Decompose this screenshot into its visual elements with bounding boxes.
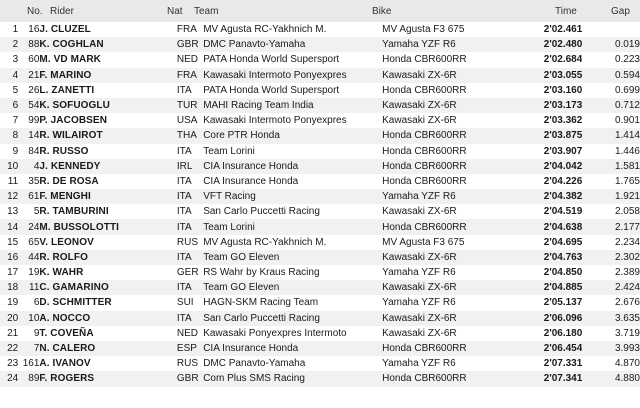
table-row xyxy=(0,280,640,295)
cell-no: 4 xyxy=(18,159,39,174)
cell-pos: 14 xyxy=(0,219,18,234)
table-row xyxy=(0,204,640,219)
table-row xyxy=(0,68,640,83)
cell-time: 2'02.480 xyxy=(510,37,583,52)
cell-team: CIA Insurance Honda xyxy=(203,341,382,356)
cell-bike: Kawasaki ZX-6R xyxy=(382,326,509,341)
cell-gap: 2.389 xyxy=(582,265,640,280)
cell-no: 35 xyxy=(18,174,39,189)
cell-no: 99 xyxy=(18,113,39,128)
cell-gap: 4.870 xyxy=(582,356,640,371)
cell-no: 24 xyxy=(18,219,39,234)
cell-bike: Kawasaki ZX-6R xyxy=(382,113,509,128)
cell-nat: ITA xyxy=(177,83,203,98)
cell-rider: R. ROLFO xyxy=(39,250,177,265)
cell-nat: TUR xyxy=(177,98,203,113)
cell-team: San Carlo Puccetti Racing xyxy=(203,204,382,219)
cell-bike: Honda CBR600RR xyxy=(382,128,509,143)
cell-gap: 0.699 xyxy=(582,83,640,98)
header-time: Time xyxy=(555,6,577,17)
cell-time: 2'04.226 xyxy=(510,174,583,189)
cell-gap: 1.921 xyxy=(582,189,640,204)
cell-team: Team GO Eleven xyxy=(203,250,382,265)
cell-gap: 0.901 xyxy=(582,113,640,128)
table-row xyxy=(0,128,640,143)
cell-nat: ITA xyxy=(177,189,203,204)
cell-time: 2'04.519 xyxy=(510,204,583,219)
cell-rider: T. COVEÑA xyxy=(39,326,177,341)
cell-pos: 21 xyxy=(0,326,18,341)
cell-rider: V. LEONOV xyxy=(39,235,177,250)
cell-rider: J. CLUZEL xyxy=(39,22,177,37)
cell-pos: 20 xyxy=(0,311,18,326)
cell-nat: ITA xyxy=(177,204,203,219)
table-row xyxy=(0,356,640,371)
cell-bike: Honda CBR600RR xyxy=(382,341,509,356)
cell-pos: 10 xyxy=(0,159,18,174)
cell-team: Kawasaki Ponyexpres Intermoto xyxy=(203,326,382,341)
cell-bike: Kawasaki ZX-6R xyxy=(382,98,509,113)
cell-bike: Kawasaki ZX-6R xyxy=(382,311,509,326)
cell-time: 2'03.907 xyxy=(510,144,583,159)
cell-bike: Honda CBR600RR xyxy=(382,174,509,189)
cell-team: CIA Insurance Honda xyxy=(203,174,382,189)
cell-no: 21 xyxy=(18,68,39,83)
cell-gap xyxy=(582,22,640,37)
cell-nat: ITA xyxy=(177,280,203,295)
cell-gap: 2.177 xyxy=(582,219,640,234)
table-row xyxy=(0,326,640,341)
table-row xyxy=(0,159,640,174)
cell-gap: 3.719 xyxy=(582,326,640,341)
cell-no: 14 xyxy=(18,128,39,143)
table-row xyxy=(0,341,640,356)
cell-no: 65 xyxy=(18,235,39,250)
cell-rider: J. KENNEDY xyxy=(39,159,177,174)
cell-nat: ITA xyxy=(177,250,203,265)
cell-rider: R. TAMBURINI xyxy=(39,204,177,219)
cell-team: RS Wahr by Kraus Racing xyxy=(203,265,382,280)
table-row xyxy=(0,174,640,189)
cell-time: 2'03.362 xyxy=(510,113,583,128)
table-row xyxy=(0,83,640,98)
cell-nat: FRA xyxy=(177,68,203,83)
cell-rider: K. COGHLAN xyxy=(39,37,177,52)
cell-pos: 11 xyxy=(0,174,18,189)
table-row xyxy=(0,295,640,310)
cell-team: MV Agusta RC-Yakhnich M. xyxy=(203,235,382,250)
cell-rider: L. ZANETTI xyxy=(39,83,177,98)
cell-no: 11 xyxy=(18,280,39,295)
cell-bike: Honda CBR600RR xyxy=(382,52,509,67)
cell-gap: 2.424 xyxy=(582,280,640,295)
cell-nat: ITA xyxy=(177,144,203,159)
table-row xyxy=(0,144,640,159)
cell-team: Team GO Eleven xyxy=(203,280,382,295)
cell-bike: Yamaha YZF R6 xyxy=(382,37,509,52)
table-row xyxy=(0,219,640,234)
cell-gap: 0.594 xyxy=(582,68,640,83)
results-table xyxy=(0,22,640,387)
cell-nat: GBR xyxy=(177,371,203,386)
cell-time: 2'06.454 xyxy=(510,341,583,356)
cell-pos: 5 xyxy=(0,83,18,98)
cell-bike: Kawasaki ZX-6R xyxy=(382,204,509,219)
cell-team: Team Lorini xyxy=(203,144,382,159)
cell-nat: SUI xyxy=(177,295,203,310)
cell-pos: 17 xyxy=(0,265,18,280)
cell-nat: THA xyxy=(177,128,203,143)
cell-pos: 4 xyxy=(0,68,18,83)
cell-no: 161 xyxy=(18,356,39,371)
cell-pos: 1 xyxy=(0,22,18,37)
cell-rider: A. IVANOV xyxy=(39,356,177,371)
cell-gap: 0.223 xyxy=(582,52,640,67)
cell-bike: Kawasaki ZX-6R xyxy=(382,68,509,83)
cell-gap: 1.581 xyxy=(582,159,640,174)
cell-pos: 3 xyxy=(0,52,18,67)
cell-team: MV Agusta RC-Yakhnich M. xyxy=(203,22,382,37)
cell-pos: 12 xyxy=(0,189,18,204)
cell-bike: Honda CBR600RR xyxy=(382,159,509,174)
cell-time: 2'03.875 xyxy=(510,128,583,143)
cell-no: 44 xyxy=(18,250,39,265)
cell-gap: 1.765 xyxy=(582,174,640,189)
cell-pos: 23 xyxy=(0,356,18,371)
cell-nat: NED xyxy=(177,52,203,67)
cell-rider: F. MENGHI xyxy=(39,189,177,204)
cell-time: 2'03.173 xyxy=(510,98,583,113)
cell-nat: GBR xyxy=(177,37,203,52)
cell-rider: N. CALERO xyxy=(39,341,177,356)
cell-time: 2'02.684 xyxy=(510,52,583,67)
table-row xyxy=(0,311,640,326)
cell-rider: K. SOFUOGLU xyxy=(39,98,177,113)
cell-bike: Honda CBR600RR xyxy=(382,371,509,386)
cell-gap: 2.676 xyxy=(582,295,640,310)
cell-time: 2'04.695 xyxy=(510,235,583,250)
cell-team: Core PTR Honda xyxy=(203,128,382,143)
cell-no: 19 xyxy=(18,265,39,280)
cell-no: 54 xyxy=(18,98,39,113)
cell-gap: 2.302 xyxy=(582,250,640,265)
header-team: Team xyxy=(194,6,219,17)
cell-pos: 22 xyxy=(0,341,18,356)
cell-team: HAGN-SKM Racing Team xyxy=(203,295,382,310)
table-row xyxy=(0,250,640,265)
cell-bike: Yamaha YZF R6 xyxy=(382,295,509,310)
cell-rider: M. BUSSOLOTTI xyxy=(39,219,177,234)
cell-pos: 13 xyxy=(0,204,18,219)
table-row xyxy=(0,235,640,250)
cell-gap: 1.414 xyxy=(582,128,640,143)
header-bike: Bike xyxy=(372,6,392,17)
cell-nat: RUS xyxy=(177,356,203,371)
cell-bike: Kawasaki ZX-6R xyxy=(382,250,509,265)
table-row xyxy=(0,113,640,128)
cell-pos: 18 xyxy=(0,280,18,295)
cell-rider: R. DE ROSA xyxy=(39,174,177,189)
cell-bike: MV Agusta F3 675 xyxy=(382,22,509,37)
cell-bike: MV Agusta F3 675 xyxy=(382,235,509,250)
table-row xyxy=(0,22,640,37)
header-rider: Rider xyxy=(50,6,74,17)
cell-rider: K. WAHR xyxy=(39,265,177,280)
cell-nat: FRA xyxy=(177,22,203,37)
cell-time: 2'03.055 xyxy=(510,68,583,83)
cell-team: San Carlo Puccetti Racing xyxy=(203,311,382,326)
cell-team: PATA Honda World Supersport xyxy=(203,83,382,98)
cell-bike: Kawasaki ZX-6R xyxy=(382,280,509,295)
cell-time: 2'04.382 xyxy=(510,189,583,204)
cell-no: 88 xyxy=(18,37,39,52)
cell-nat: ESP xyxy=(177,341,203,356)
cell-bike: Honda CBR600RR xyxy=(382,219,509,234)
cell-rider: R. RUSSO xyxy=(39,144,177,159)
cell-nat: USA xyxy=(177,113,203,128)
header-gap: Gap xyxy=(611,6,630,17)
results-body xyxy=(0,22,640,387)
cell-bike: Yamaha YZF R6 xyxy=(382,265,509,280)
cell-nat: ITA xyxy=(177,219,203,234)
cell-no: 5 xyxy=(18,204,39,219)
cell-pos: 24 xyxy=(0,371,18,386)
cell-time: 2'02.461 xyxy=(510,22,583,37)
cell-no: 26 xyxy=(18,83,39,98)
cell-time: 2'04.885 xyxy=(510,280,583,295)
cell-no: 10 xyxy=(18,311,39,326)
cell-gap: 0.019 xyxy=(582,37,640,52)
cell-time: 2'04.763 xyxy=(510,250,583,265)
cell-pos: 16 xyxy=(0,250,18,265)
cell-nat: RUS xyxy=(177,235,203,250)
cell-team: Team Lorini xyxy=(203,219,382,234)
cell-time: 2'07.341 xyxy=(510,371,583,386)
cell-nat: ITA xyxy=(177,311,203,326)
cell-rider: F. MARINO xyxy=(39,68,177,83)
cell-bike: Yamaha YZF R6 xyxy=(382,356,509,371)
cell-no: 16 xyxy=(18,22,39,37)
cell-team: CIA Insurance Honda xyxy=(203,159,382,174)
cell-team: DMC Panavto-Yamaha xyxy=(203,356,382,371)
cell-team: Com Plus SMS Racing xyxy=(203,371,382,386)
cell-rider: P. JACOBSEN xyxy=(39,113,177,128)
cell-rider: M. VD MARK xyxy=(39,52,177,67)
cell-no: 9 xyxy=(18,326,39,341)
cell-team: Kawasaki Intermoto Ponyexpres xyxy=(203,113,382,128)
cell-time: 2'06.096 xyxy=(510,311,583,326)
cell-gap: 2.234 xyxy=(582,235,640,250)
table-row xyxy=(0,98,640,113)
cell-rider: A. NOCCO xyxy=(39,311,177,326)
cell-time: 2'04.850 xyxy=(510,265,583,280)
cell-rider: D. SCHMITTER xyxy=(39,295,177,310)
cell-time: 2'06.180 xyxy=(510,326,583,341)
cell-time: 2'07.331 xyxy=(510,356,583,371)
cell-team: DMC Panavto-Yamaha xyxy=(203,37,382,52)
cell-nat: ITA xyxy=(177,174,203,189)
cell-rider: C. GAMARINO xyxy=(39,280,177,295)
cell-time: 2'04.042 xyxy=(510,159,583,174)
table-row xyxy=(0,37,640,52)
cell-pos: 7 xyxy=(0,113,18,128)
cell-time: 2'05.137 xyxy=(510,295,583,310)
table-row xyxy=(0,189,640,204)
header-no: No. xyxy=(27,6,43,17)
cell-team: Kawasaki Intermoto Ponyexpres xyxy=(203,68,382,83)
cell-nat: NED xyxy=(177,326,203,341)
cell-no: 7 xyxy=(18,341,39,356)
cell-no: 6 xyxy=(18,295,39,310)
cell-no: 61 xyxy=(18,189,39,204)
cell-pos: 19 xyxy=(0,295,18,310)
cell-bike: Honda CBR600RR xyxy=(382,144,509,159)
cell-time: 2'03.160 xyxy=(510,83,583,98)
cell-bike: Honda CBR600RR xyxy=(382,83,509,98)
cell-pos: 2 xyxy=(0,37,18,52)
cell-pos: 8 xyxy=(0,128,18,143)
table-row xyxy=(0,371,640,386)
cell-pos: 15 xyxy=(0,235,18,250)
cell-team: PATA Honda World Supersport xyxy=(203,52,382,67)
cell-bike: Yamaha YZF R6 xyxy=(382,189,509,204)
header-nat: Nat xyxy=(167,6,183,17)
cell-gap: 0.712 xyxy=(582,98,640,113)
cell-team: MAHI Racing Team India xyxy=(203,98,382,113)
cell-no: 60 xyxy=(18,52,39,67)
cell-gap: 1.446 xyxy=(582,144,640,159)
table-row xyxy=(0,52,640,67)
cell-time: 2'04.638 xyxy=(510,219,583,234)
cell-gap: 3.993 xyxy=(582,341,640,356)
results-header xyxy=(0,0,640,22)
cell-nat: GER xyxy=(177,265,203,280)
cell-gap: 3.635 xyxy=(582,311,640,326)
cell-rider: R. WILAIROT xyxy=(39,128,177,143)
cell-team: VFT Racing xyxy=(203,189,382,204)
cell-no: 84 xyxy=(18,144,39,159)
cell-pos: 6 xyxy=(0,98,18,113)
cell-no: 89 xyxy=(18,371,39,386)
cell-rider: F. ROGERS xyxy=(39,371,177,386)
cell-pos: 9 xyxy=(0,144,18,159)
cell-gap: 4.880 xyxy=(582,371,640,386)
cell-nat: IRL xyxy=(177,159,203,174)
cell-gap: 2.058 xyxy=(582,204,640,219)
table-row xyxy=(0,265,640,280)
